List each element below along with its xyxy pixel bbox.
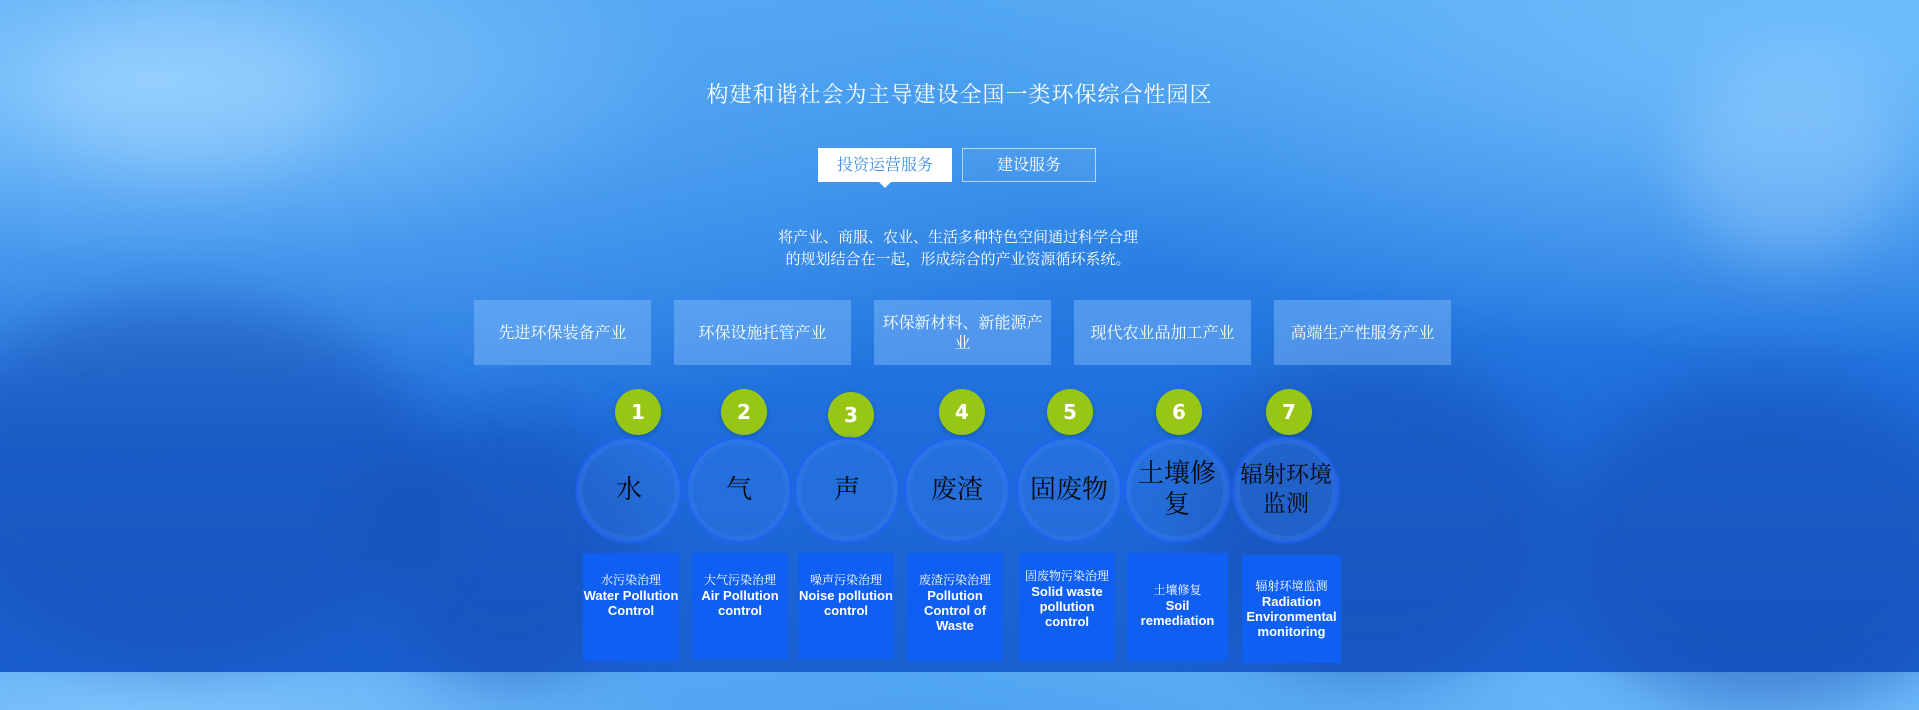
number-badge: 5 [1047, 389, 1093, 435]
industry-item[interactable]: 现代农业品加工产业 [1074, 300, 1251, 365]
service-circle[interactable]: 气 [686, 437, 792, 543]
service-card[interactable] [692, 553, 788, 659]
service-card-cn: 水污染治理 [600, 573, 661, 587]
description: 将产业、商服、农业、生活多种特色空间通过科学合理的规划结合在一起，形成综合的产业资源循环系统。 [777, 228, 1138, 268]
service-card-en: Water Pollution Control [583, 588, 679, 618]
service-card[interactable] [798, 553, 894, 659]
service-card-cn: 固废物污染治理 [1024, 569, 1109, 583]
number-badge: 1 [615, 389, 661, 435]
industry-item[interactable]: 环保新材料、新能源产业 [874, 300, 1051, 365]
tab-construction[interactable]: 建设服务 [962, 148, 1096, 182]
service-circle[interactable]: 辐射环境监测 [1233, 437, 1339, 543]
industry-item[interactable]: 高端生产性服务产业 [1274, 300, 1451, 365]
service-circle[interactable]: 土壤修复 [1124, 437, 1230, 543]
service-card-cn: 土壤修复 [1153, 583, 1202, 597]
number-badge: 2 [721, 389, 767, 435]
service-card[interactable] [1127, 553, 1228, 661]
service-circle[interactable]: 水 [576, 437, 682, 543]
service-card-cn: 辐射环境监测 [1255, 579, 1328, 593]
industry-item[interactable]: 先进环保装备产业 [474, 300, 651, 365]
service-card-en: Pollution Control of Waste [923, 588, 987, 633]
service-card[interactable] [1242, 555, 1341, 663]
service-card-en: Soil remediation [1140, 598, 1215, 628]
industry-list [474, 300, 1451, 365]
service-card[interactable] [907, 553, 1003, 661]
service-card-en: Noise pollution control [799, 588, 893, 618]
service-circle[interactable]: 废渣 [904, 437, 1010, 543]
service-tabs [818, 148, 1096, 182]
service-card-cn: 大气污染治理 [703, 573, 776, 587]
number-badge: 4 [939, 389, 985, 435]
service-circle[interactable]: 固废物 [1016, 437, 1122, 543]
service-card[interactable] [583, 553, 679, 661]
number-badge: 6 [1156, 389, 1202, 435]
number-badge: 7 [1266, 389, 1312, 435]
service-card-en: Solid waste pollution control [1031, 584, 1103, 629]
service-card-cn: 废渣污染治理 [918, 573, 991, 587]
service-card-en: Radiation Environmental monitoring [1246, 594, 1337, 639]
number-badge: 3 [828, 392, 874, 438]
service-card-cn: 噪声污染治理 [809, 573, 882, 587]
service-card[interactable] [1019, 553, 1115, 661]
service-card-en: Air Pollution control [701, 588, 779, 618]
industry-item[interactable]: 环保设施托管产业 [674, 300, 851, 365]
tab-investment-operation[interactable]: 投资运营服务 [818, 148, 952, 182]
service-circle[interactable]: 声 [794, 437, 900, 543]
page-title: 构建和谐社会为主导建设全国一类环保综合性园区 [706, 83, 1213, 108]
